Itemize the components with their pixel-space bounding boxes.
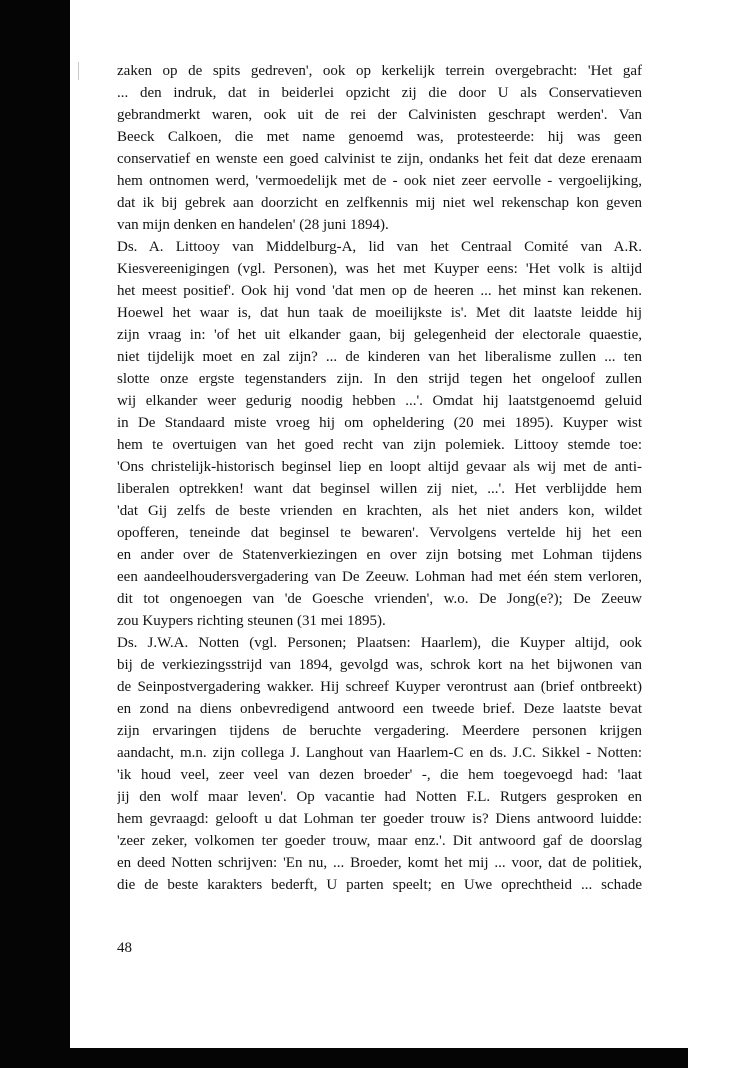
text-line: dat ik bij gebrek aan doorzicht en zelfkennis mij niet wel rekenschap kon geven (117, 195, 642, 211)
text-line: 'zeer zeker, volkomen ter goeder trouw, maar enz.'. Dit antwoord gaf de doorslag (117, 833, 642, 849)
text-line: liberalen optrekken! want dat beginsel willen zij niet, ...'. Het verblijdde hem (117, 481, 642, 497)
text-line: hem gevraagd: gelooft u dat Lohman ter goeder trouw is? Diens antwoord luidde: (117, 811, 642, 827)
text-line: Ds. A. Littooy van Middelburg-A, lid van het Centraal Comité van A.R. (117, 239, 642, 255)
text-line: zijn ervaringen tijdens de beruchte vergadering. Meerdere personen krijgen (117, 723, 642, 739)
text-line: wij elkander weer gedurig noodig hebben ...'. Omdat hij laatstgenoemd geluid (117, 393, 642, 409)
scan-left-border (0, 0, 70, 1068)
text-line: zaken op de spits gedreven', ook op kerkelijk terrein overgebracht: 'Het gaf (117, 63, 642, 79)
text-line: gebrandmerkt waren, ook uit de rei der Calvinisten geschrapt werden'. Van (117, 107, 642, 123)
text-line: 'dat Gij zelfs de beste vrienden en krachten, als het niet anders kon, wildet (117, 503, 642, 519)
text-line: Hoewel het waar is, dat hun taak de moeilijkste is'. Met dit laatste leidde hij (117, 305, 642, 321)
text-line: Beeck Calkoen, die met name genoemd was, protesteerde: hij was geen (117, 129, 642, 145)
text-line: ... den indruk, dat in beiderlei opzicht zij die door U als Conservatieven (117, 85, 642, 101)
text-line: opofferen, teneinde dat beginsel te bewaren'. Vervolgens vertelde hij het een (117, 525, 642, 541)
text-line: zou Kuypers richting steunen (31 mei 1895). (117, 613, 386, 629)
text-line: Kiesvereenigingen (vgl. Personen), was het met Kuyper eens: 'Het volk is altijd (117, 261, 642, 277)
scan-bottom-border (0, 1048, 688, 1068)
text-line: en ander over de Statenverkiezingen en over zijn botsing met Lohman tijdens (117, 547, 642, 563)
text-line: slotte onze ergste tegenstanders zijn. In den strijd tegen het ongeloof zullen (117, 371, 642, 387)
text-line: in De Standaard miste vroeg hij om opheldering (20 mei 1895). Kuyper wist (117, 415, 642, 431)
text-line: hem ontnomen werd, 'vermoedelijk met de - ook niet zeer eervolle - vergoelijking, (117, 173, 642, 189)
text-line: en zond na diens onbevredigend antwoord een tweede brief. Deze laatste bevat (117, 701, 642, 717)
text-line: die de beste karakters bederft, U parten speelt; en Uwe oprechtheid ... schade (117, 877, 642, 893)
scan-artifact (78, 62, 79, 80)
text-line: niet tijdelijk moet en zal zijn? ... de kinderen van het liberalisme zullen ... ten (117, 349, 642, 365)
page-number: 48 (117, 940, 132, 956)
text-line: dit tot ongenoegen van 'de Goesche vrienden', w.o. De Jong(e?); De Zeeuw (117, 591, 642, 607)
text-line: het meest positief'. Ook hij vond 'dat men op de heeren ... het minst kan rekenen. (117, 283, 642, 299)
text-line: van mijn denken en handelen' (28 juni 1894). (117, 217, 389, 233)
text-line: hem te overtuigen van het goed recht van zijn polemiek. Littooy stemde toe: (117, 437, 642, 453)
text-line: jij den wolf maar leven'. Op vacantie had Notten F.L. Rutgers gesproken en (117, 789, 642, 805)
text-line: bij de verkiezingsstrijd van 1894, gevolgd was, schrok kort na het bijwonen van (117, 657, 642, 673)
text-line: Ds. J.W.A. Notten (vgl. Personen; Plaatsen: Haarlem), die Kuyper altijd, ook (117, 635, 642, 651)
text-line: de Seinpostvergadering wakker. Hij schreef Kuyper verontrust aan (brief ontbreekt) (117, 679, 642, 695)
text-line: en deed Notten schrijven: 'En nu, ... Broeder, komt het mij ... voor, dat de politiek, (117, 855, 642, 871)
text-line: 'Ons christelijk-historisch beginsel liep en loopt altijd gevaar als wij met de anti- (117, 459, 642, 475)
text-line: een aandeelhoudersvergadering van De Zeeuw. Lohman had met één stem verloren, (117, 569, 642, 585)
body-text (117, 60, 642, 896)
text-line: aandacht, m.n. zijn collega J. Langhout van Haarlem-C en ds. J.C. Sikkel - Notten: (117, 745, 642, 761)
text-line: 'ik houd veel, zeer veel van dezen broeder' -, die hem toegevoegd had: 'laat (117, 767, 642, 783)
text-line: conservatief en wenste een goed calvinist te zijn, ondanks het feit dat deze erenaam (117, 151, 642, 167)
text-line: zijn vraag in: 'of het uit elkander gaan, bij gelegenheid der electorale quaestie, (117, 327, 642, 343)
